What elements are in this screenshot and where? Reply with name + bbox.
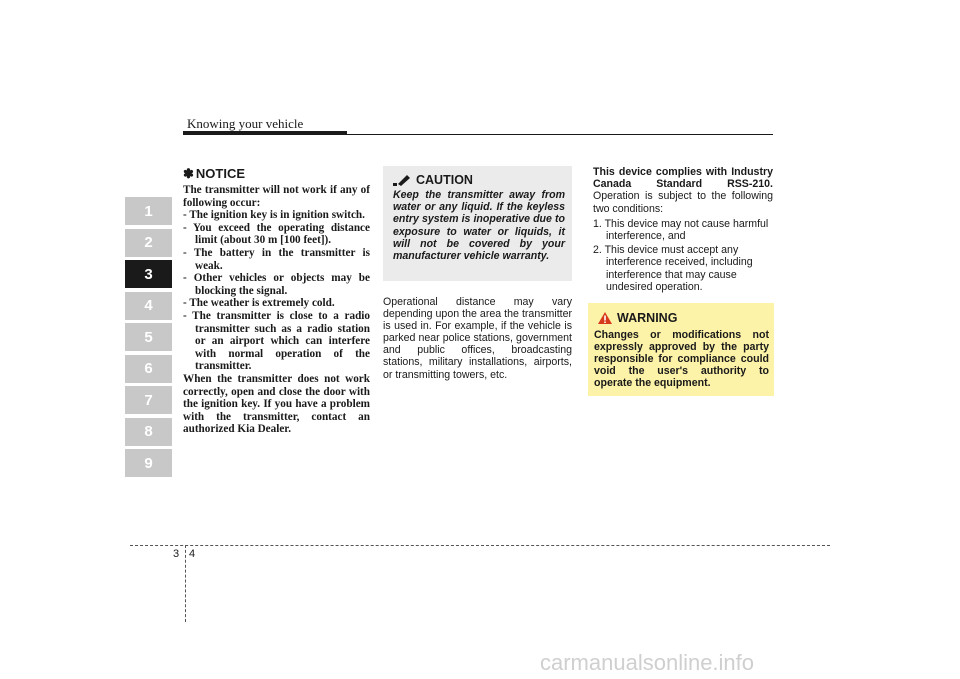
warning-heading-text: WARNING (617, 311, 678, 325)
list-item: - You exceed the operating distance limit (about 30 m [100 feet]). (183, 222, 370, 247)
chapter-tab-1[interactable]: 1 (125, 197, 172, 225)
caution-heading (393, 173, 473, 187)
caution-heading-text: CAUTION (416, 173, 473, 187)
chapter-tab-7[interactable]: 7 (125, 386, 172, 414)
list-item: - The battery in the transmitter is weak. (183, 247, 370, 272)
chapter-tab-4[interactable]: 4 (125, 292, 172, 320)
warning-text: Changes or modifications not expressly approved by the party responsible for compliance could void the user's authority to operate the equipment. (594, 329, 769, 390)
compliance-intro-rest: Operation is subject to the following two conditions: (593, 190, 773, 215)
chapter-tab-5[interactable]: 5 (125, 323, 172, 351)
compliance-intro (593, 166, 773, 215)
notice-heading-text: NOTICE (195, 166, 246, 181)
notice-section (183, 166, 370, 436)
chapter-tab-8[interactable]: 8 (125, 418, 172, 446)
page-chapter-number: 3 (173, 548, 180, 560)
chapter-tab-2[interactable]: 2 (125, 229, 172, 257)
list-item: 1. This device may not cause harmful interference, and (593, 217, 769, 243)
chapter-tab-6[interactable]: 6 (125, 355, 172, 383)
list-item: - The ignition key is in ignition switch. (183, 209, 370, 222)
caution-box (383, 166, 572, 281)
chapter-tab-9[interactable]: 9 (125, 449, 172, 477)
warning-triangle-icon (598, 312, 612, 324)
compliance-intro-bold: This device complies with Industry Canada Standard RSS-210. (593, 166, 773, 191)
notice-mark-icon: ✽ (183, 166, 194, 181)
compliance-conditions (593, 218, 773, 293)
notice-list (183, 209, 370, 373)
warning-heading (598, 311, 677, 325)
operational-distance-text: Operational distance may vary depending upon the area the transmitter is used in. For example, if the vehicle is parked near police stations, government and public offices, broadcasting stations, military installations, airports, or transmitting towers, etc. (383, 296, 572, 381)
compliance-section (593, 166, 773, 295)
footer-divider (130, 545, 830, 546)
chapter-tabs (125, 197, 172, 481)
notice-closing: When the transmitter does not work correctly, open and close the door with the ignition key. If you have a problem with the transmitter, contact an authorized Kia Dealer. (183, 372, 370, 436)
footer-vertical-divider (185, 545, 186, 622)
list-item: 2. This device must accept any interference received, including interference that may cause undesired operation. (593, 244, 753, 293)
list-item: - Other vehicles or objects may be blocking the signal. (183, 272, 370, 297)
notice-heading (183, 166, 370, 182)
page-header-title: Knowing your vehicle (187, 116, 304, 131)
caution-text: Keep the transmitter away from water or any liquid. If the keyless entry system is inoperative due to exposure to water or liquids, it will not be covered by your manufacturer vehicle warranty. (393, 189, 565, 263)
chapter-tab-3[interactable]: 3 (125, 260, 172, 288)
notice-intro: The transmitter will not work if any of following occur: (183, 184, 370, 209)
warning-box (588, 303, 774, 396)
watermark: carmanualsonline.info (540, 650, 755, 675)
header-rule-thin (347, 134, 773, 135)
header-rule-thick (183, 131, 347, 135)
page-number: 4 (189, 548, 196, 560)
caution-pencil-icon (393, 174, 411, 186)
list-item: - The weather is extremely cold. (183, 297, 370, 310)
list-item: - The transmitter is close to a radio transmitter such as a radio station or an airport which can interfere with normal operation of the transmitter. (183, 310, 370, 373)
